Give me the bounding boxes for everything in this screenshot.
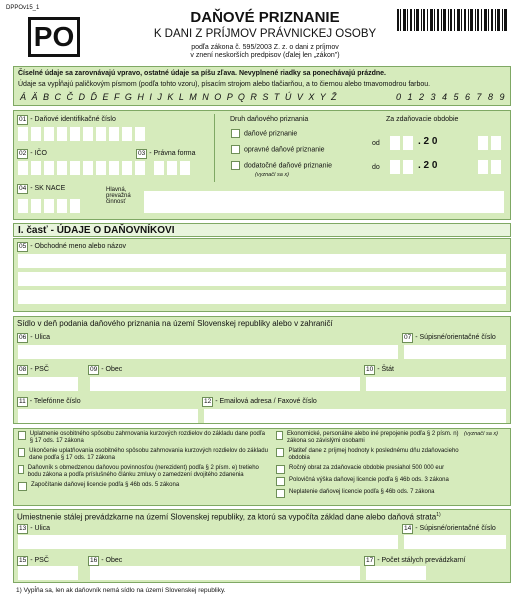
druh-option-2[interactable]: opravné daňové priznanie [231,145,325,154]
phone-input[interactable] [18,409,198,423]
druh-option-1[interactable]: daňové priznanie [231,129,297,138]
field-07-label: 07 - Súpisné/orientačné číslo [404,334,496,341]
address-title: Sídlo v deň podania daňového priznania na území Slovenskej republiky alebo v zahraničí [17,319,333,328]
name-input-row-3[interactable] [18,290,506,304]
flags-right [276,431,466,498]
instructions-line-1: Číselné údaje sa zarovnávajú vpravo, ostatné údaje sa píšu zľava. Nevyplnené riadky sa ponechávajú prázdne. [18,70,387,77]
field-04-label: 04 - SK NACE [19,185,66,192]
establishment-street-input[interactable] [18,535,398,549]
establishment-title: Umiestnenie stálej prevádzkarne na území Slovenskej republiky, za ktorú sa vypočíta základ dane alebo daňová strata$^{1)}$ [17,512,441,522]
flag-right-3[interactable]: Ročný obrat za zdaňovacie obdobie presiahol 500 000 eur [276,465,466,474]
period-do-input[interactable] [390,160,413,174]
flag-right-4[interactable]: Polovičná výška daňovej licencie podľa § 46b ods. 3 zákona [276,477,466,486]
field-08-label: 08 - PSČ [19,366,49,373]
law-line-2: v znení neskorších predpisov (ďalej len „zákon") [190,52,340,59]
footnote: 1) Vypĺňa sa, len ak daňovník nemá sídlo na území Slovenskej republiky. [16,587,226,594]
checkbox-icon[interactable] [231,145,240,154]
period-do-year-input[interactable] [478,160,501,174]
instructions-panel [13,66,511,106]
checkbox-icon[interactable] [18,431,26,440]
flag-left-3[interactable]: Daňovník s obmedzenou daňovou povinnosťou (nerezident) podľa § 2 písm. e) tretieho bodu zákona a podľa príslušného článku zmluvy o zamedzení dvojitého zdanenia [18,465,268,479]
flag-right-2[interactable]: Platiteľ dane z príjmej hodnoty k poslednému dňu zdaňovacieho obdobia [276,448,466,462]
street-input[interactable] [18,345,398,359]
period-od-label: od [372,140,380,147]
flags-left [18,431,268,491]
main-activity-label: Hlavná, prevažná činnosť [106,187,131,205]
form-subtitle: K DANI Z PRÍJMOV PRÁVNICKEJ OSOBY [153,28,377,40]
sk-nace-input[interactable] [18,199,80,213]
establishment-count-input[interactable] [366,566,426,580]
checkbox-icon[interactable] [276,431,283,440]
postal-code-input[interactable] [18,377,78,391]
checkbox-icon[interactable] [231,129,240,138]
field-15-label: 15 - PSČ [19,557,49,564]
form-code: DPPOv15_1 [6,5,40,11]
checkbox-icon[interactable] [18,448,25,457]
name-input-row-2[interactable] [18,272,506,286]
field-13-label: 13 - Ulica [19,525,51,532]
ico-input[interactable] [18,161,145,175]
druh-note: (vyznačí sa x) [255,172,289,178]
flag-right-5[interactable]: Neplatenie daňovej licencie podľa § 46b ods. 7 zákona [276,489,466,498]
letter-sample: Á Ä B C Č D Ď E F G H I J K L M N O P Q R S T Ú V X Y Ž [20,92,339,102]
dic-input[interactable] [18,127,145,141]
identification-panel [13,110,511,220]
checkbox-icon[interactable] [18,482,27,491]
checkbox-icon[interactable] [276,448,284,457]
name-input-row-1[interactable] [18,254,506,268]
form-title: DAŇOVÉ PRIZNANIE [190,9,340,26]
name-panel [13,238,511,312]
flags-panel [13,428,511,506]
period-od-year: . 2 0 [418,136,438,147]
checkbox-icon[interactable] [18,465,24,474]
barcode-icon [397,9,507,31]
field-16-label: 16 - Obec [90,557,123,564]
period-title: Za zdaňovacie obdobie [386,116,459,123]
instructions-line-2: Údaje sa vypĺňajú paličkovým písmom (podľa tohto vzoru), písacím strojom alebo tlačiarňou, a to čiernou alebo tmavomodrou farbou. [18,81,431,88]
flags-note: (vyznačí sa x) [464,431,498,437]
period-do-label: do [372,164,380,171]
law-line-1: podľa zákona č. 595/2003 Z. z. o dani z príjmov [191,44,339,51]
flag-left-2[interactable]: Ukončenie uplatňovania osobitného spôsobu zahrnovania kurzových rozdielov do základu dane podľa § 17 ods. 17 zákona [18,448,268,462]
field-17-label: 17 - Počet stálych prevádzkarní [366,557,466,564]
city-input[interactable] [90,377,360,391]
email-input[interactable] [204,409,506,423]
main-activity-input[interactable] [144,191,504,213]
address-panel [13,316,511,424]
field-09-label: 09 - Obec [90,366,123,373]
digit-sample: 0 1 2 3 4 5 6 7 8 9 [396,92,507,102]
country-input[interactable] [366,377,506,391]
field-06-label: 06 - Ulica [19,334,51,341]
checkbox-icon[interactable] [231,161,240,170]
field-01-label: 01 - Daňové identifikačné číslo [19,116,116,123]
legal-form-input[interactable] [154,161,190,175]
checkbox-icon[interactable] [276,465,285,474]
form-badge: PO [28,17,80,57]
field-02-label: 02 - IČO [19,150,47,157]
checkbox-icon[interactable] [276,477,285,486]
period-od-year-input[interactable] [478,136,501,150]
establishment-number-input[interactable] [404,535,506,549]
checkbox-icon[interactable] [276,489,285,498]
field-03-label: 03 - Právna forma [138,150,196,157]
period-panel [366,114,508,182]
street-number-input[interactable] [404,345,506,359]
period-od-input[interactable] [390,136,413,150]
field-12-label: 12 - Emailová adresa / Faxové číslo [204,398,317,405]
flag-right-1[interactable]: Ekonomické, personálne alebo iné prepojenie podľa § 2 písm. n) zákona so závislými osobami [276,431,466,445]
druh-panel [214,114,365,182]
establishment-panel [13,509,511,583]
field-14-label: 14 - Súpisné/orientačné číslo [404,525,496,532]
establishment-city-input[interactable] [90,566,360,580]
part-1-title: I. časť - ÚDAJE O DAŇOVNÍKOVI [13,223,511,237]
druh-option-3[interactable]: dodatočné daňové priznanie [231,161,332,170]
flag-left-1[interactable]: Uplatnenie osobitného spôsobu zahrnovania kurzových rozdielov do základu dane podľa § 17 ods. 17 zákona [18,431,268,445]
flag-left-4[interactable]: Započítanie daňovej licencie podľa § 46b ods. 5 zákona [18,482,268,491]
druh-title: Druh daňového priznania [230,116,309,123]
field-05-label: 05 - Obchodné meno alebo názov [19,243,126,250]
law-reference [160,44,370,60]
field-11-label: 11 - Telefónne číslo [19,398,81,405]
field-10-label: 10 - Štát [366,366,394,373]
establishment-postal-input[interactable] [18,566,78,580]
period-do-year: . 2 0 [418,160,438,171]
